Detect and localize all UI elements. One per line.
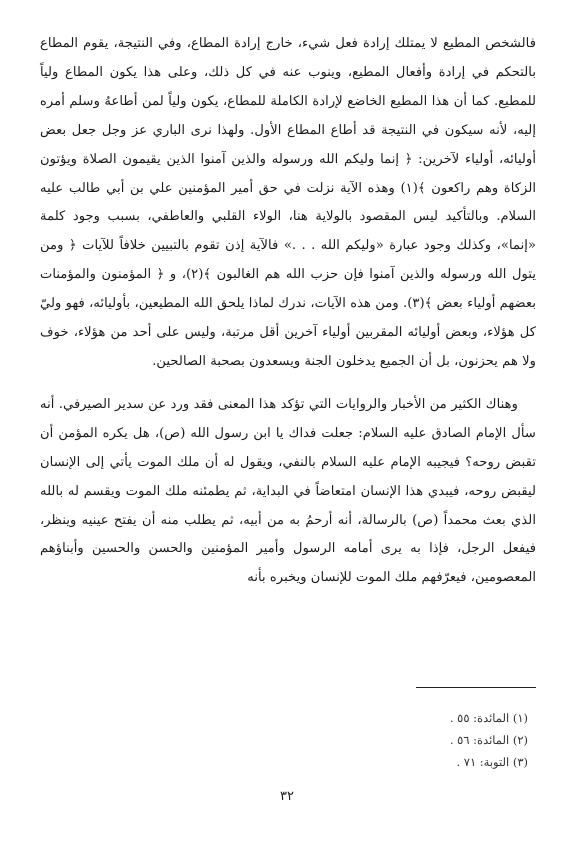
footnotes <box>300 707 528 773</box>
paragraph-2: وهناك الكثير من الأخبار والروايات التي تؤكد هذا المعنى فقد ورد عن سدير الصيرفي. أنه سأل الإمام الصادق عليه السلام: جعلت فداك يا ابن رسول الله (ص)، هل يكره المؤمن أن تقبض روحه؟ فيجيبه الإمام عليه السلام بالنفي، ويقول له أن ملك الموت يأتي إلى الإنسان ليقبض روحه، فيبدي هذا الإنسان امتعاضاً في البداية، ثم يطمئنه ملك الموت ويقسم له بالله الذي بعث محمداً (ص) بالرسالة، أنه أرحمُ به من أبيه، ثم يطلب منه أن يفتح عينيه وينظر، فيفعل الرجل، فإذا به يرى أمامه الرسول وأمير المؤمنين والحسن والحسين وأبناؤهم المعصومين، فيعرّفهم ملك الموت للإنسان ويخبره بأنه <box>40 396 536 586</box>
footnote-1: (١) المائدة: ٥٥ . <box>449 711 528 725</box>
footnote-3: (٣) التوبة: ٧١ . <box>456 755 528 769</box>
paragraph-1: فالشخص المطيع لا يمتلك إرادة فعل شيء، خارج إرادة المطاع، وفي النتيجة، يقوم المطاع بالتحكم في إرادة وأفعال المطيع، وينوب عنه في كل ذلك، وعلى هذا يكون المطاع ولياً للمطيع. كما أن هذا المطيع الخاضع لإرادة الكاملة للمطاع، يكون ولياً لمن أطاعهُ وسلم أمره إليه، لأنه سيكون في النتيجة قد أطاع المطاع الأول. ولهذا نرى الباري عز وجل جعل بعض أوليائه، أولياء لآخرين: ﴿ إنما وليكم الله ورسوله والذين آمنوا الذين يقيمون الصلاة ويؤتون الزكاة وهم راكعون ﴾(١) وهذه الآية نزلت في حق أمير المؤمنين علي بن أبي طالب عليه السلام. وبالتأكيد ليس المقصود بالولاية هنا، الولاء القلبي والعاطفي، بسبب وجود كلمة «إنما»، وكذلك وجود عبارة «وليكم الله . . .» فالآية إذن تقوم بالتبيين خلافاً للآيات ﴿ ومن يتول الله ورسوله والذين آمنوا فإن حزب الله هم الغالبون ﴾(٢)، و ﴿ المؤمنون والمؤمنات بعضهم أولياء بعض ﴾(٣). ومن هذه الآيات، ندرك لماذا يلحق الله المطيعين، بأوليائه، فهو وليّ كل هؤلاء، وبعض أوليائه المقربين أولياء آخرين أقل مرتبة، وليس على أحد من هؤلاء، خوف ولا هم يحزنون، بل أن الجميع يدخلون الجنة ويسعدون بصحبة الصالحين. <box>40 36 537 369</box>
footnote-2: (٢) المائدة: ٥٦ . <box>449 733 528 747</box>
page-number: ٣٢ <box>280 789 294 804</box>
body-text <box>40 30 536 593</box>
footnote-separator <box>416 687 536 688</box>
